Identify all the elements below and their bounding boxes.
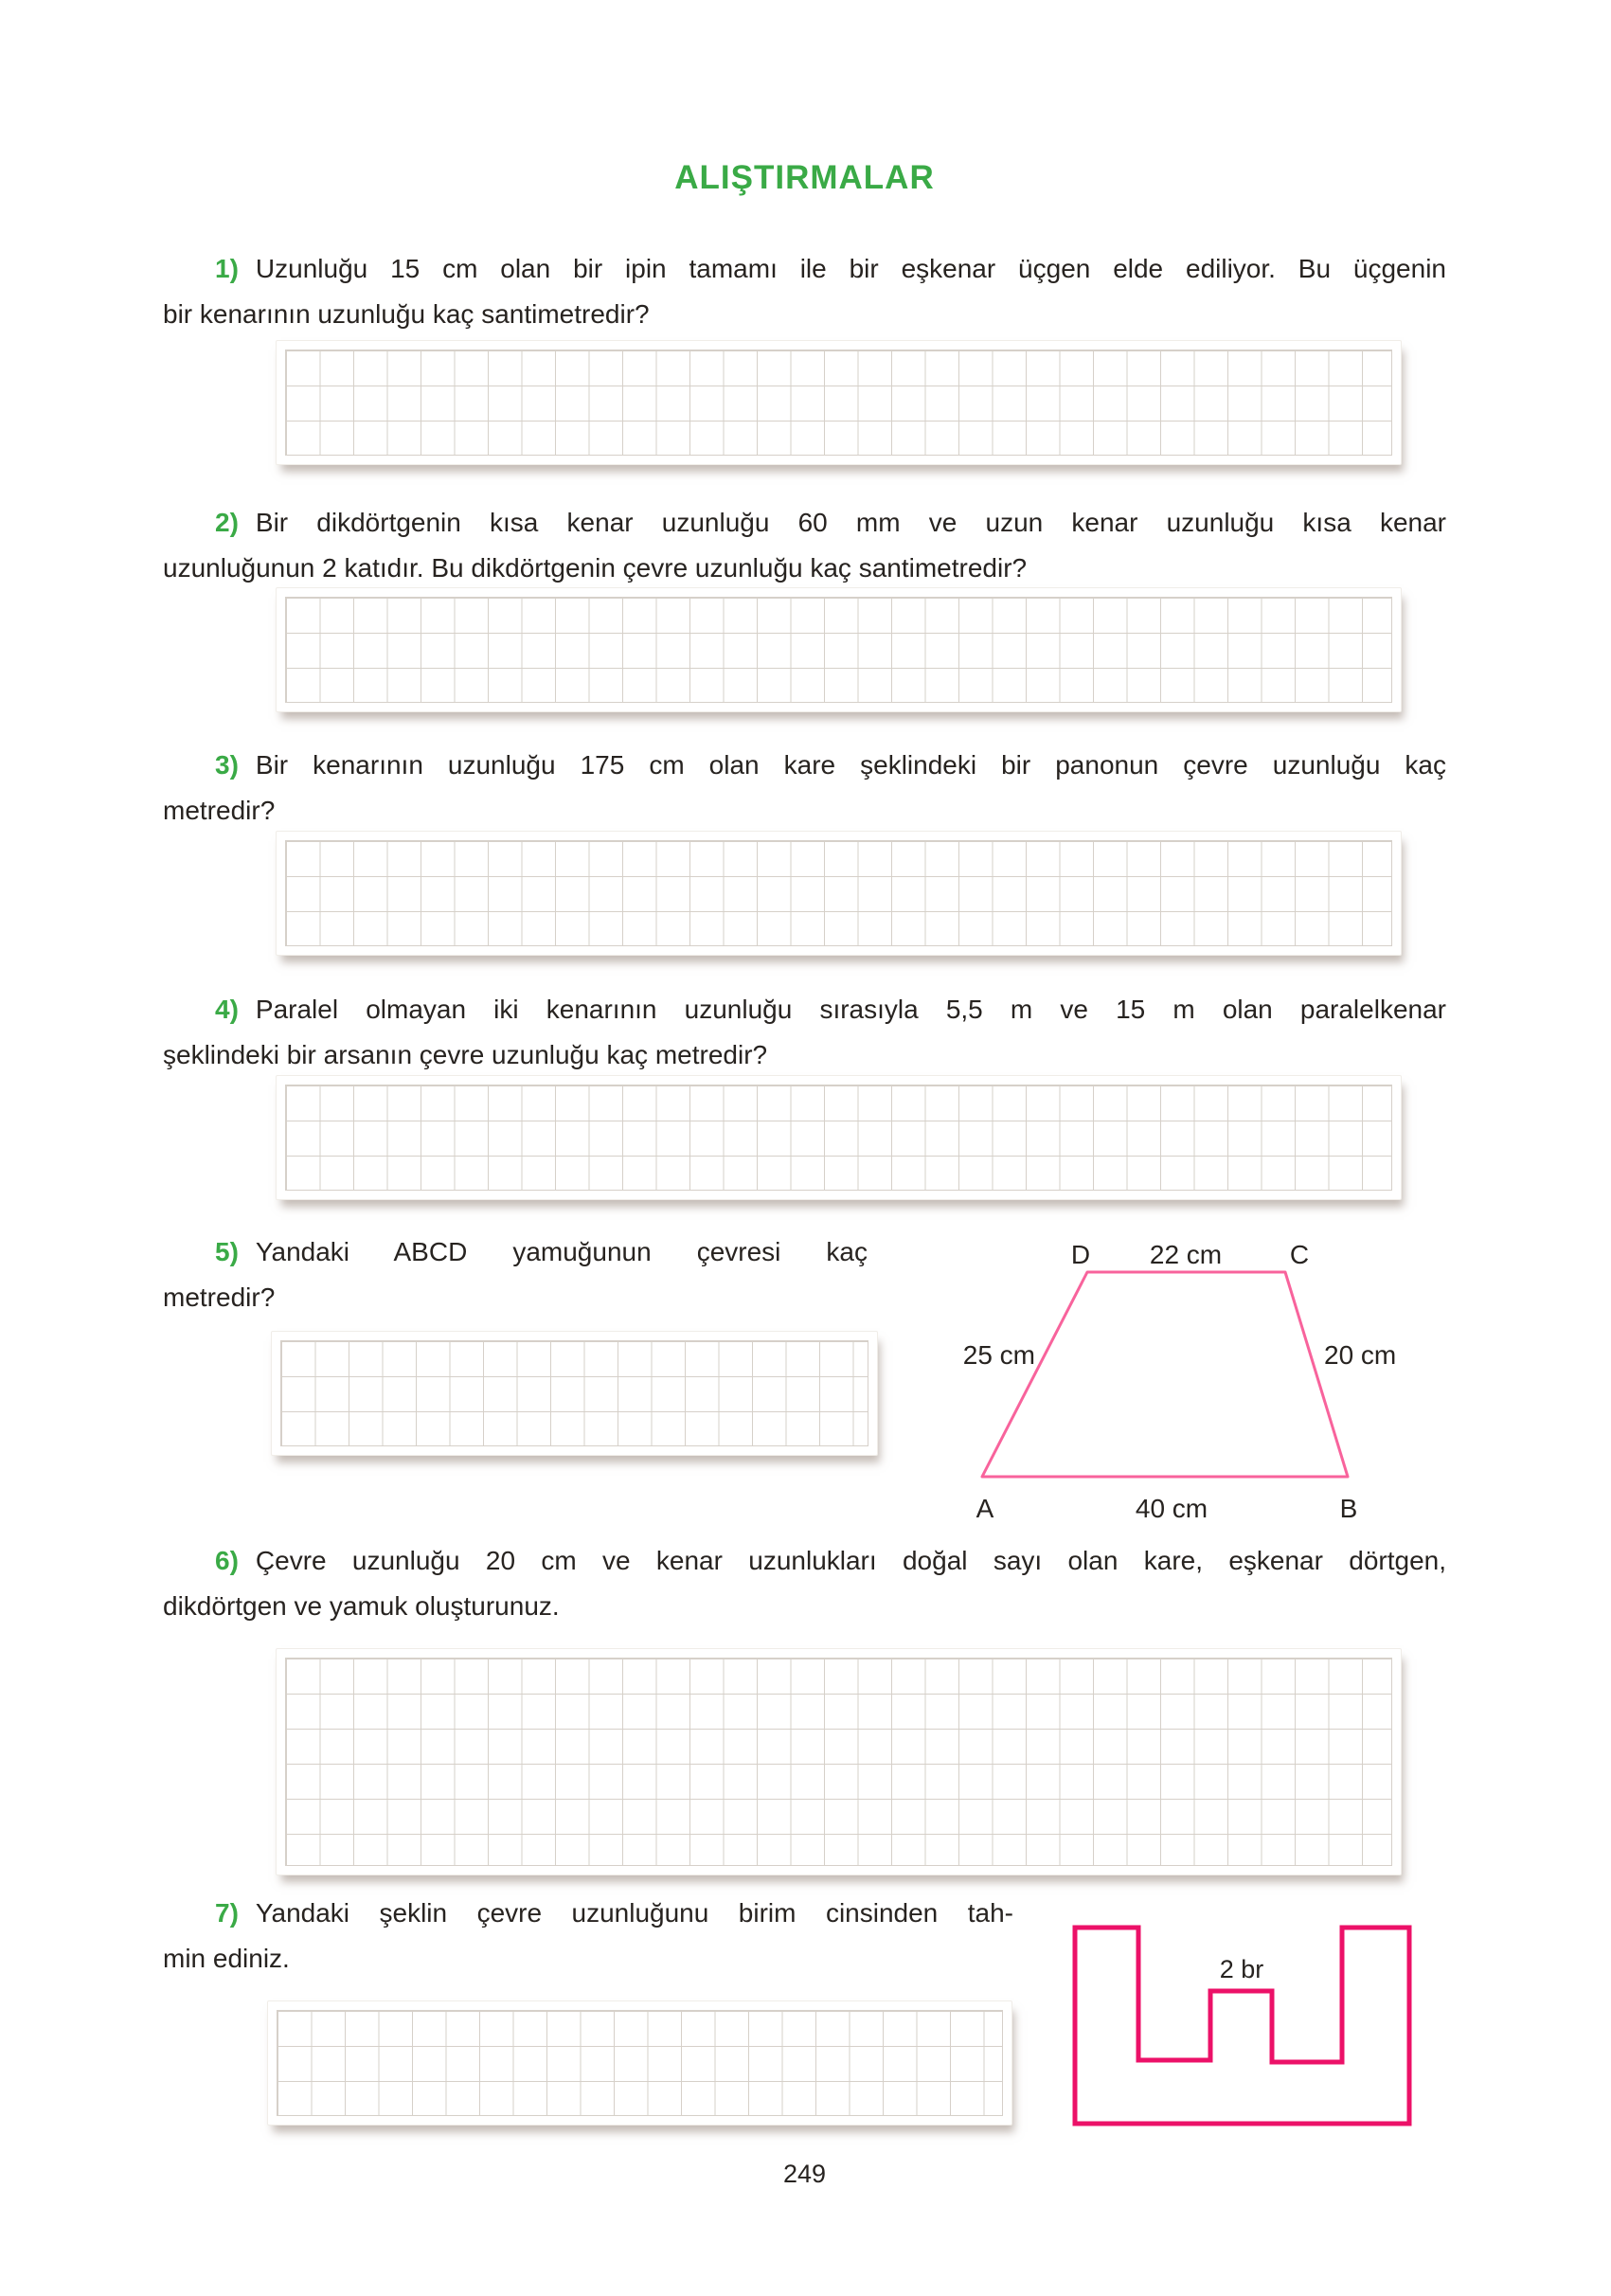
problem-4-line-1 [163,987,1446,1032]
answer-grid-3 [276,831,1402,956]
grid-paper-1 [285,350,1392,456]
problem-4-line-2: şeklindeki bir arsanın çevre uzunluğu kaç metredir? [163,1040,768,1069]
left-side-label: 25 cm [962,1340,1035,1370]
problem-2-number: 2) [215,508,239,537]
unit-shape-figure [1051,1904,1430,2141]
unit-width-label: 2 br [1219,1955,1264,1983]
problem-3-line-1 [163,743,1446,788]
problem-5-line-1 [163,1229,868,1275]
answer-grid-1 [276,340,1402,465]
answer-grid-5 [271,1331,878,1456]
problem-3-line-2: metredir? [163,796,276,825]
bottom-side-label: 40 cm [1135,1494,1208,1523]
problem-5 [163,1229,868,1320]
problem-7-number: 7) [215,1898,239,1928]
problem-5-number: 5) [215,1237,239,1266]
grid-paper-2 [285,597,1392,703]
vertex-label-c: C [1289,1240,1310,1269]
trapezoid-figure [928,1217,1477,1539]
problem-4-text: Paralel olmayan iki kenarının uzunluğu sırasıyla 5,5 m ve 15 m olan paralelkenar [255,995,1446,1024]
problem-5-text: Yandaki ABCD yamuğunun çevresi kaç [255,1237,868,1266]
vertex-label-b: B [1339,1494,1358,1523]
problem-4-number: 4) [215,995,239,1024]
problem-5-line-2: metredir? [163,1283,276,1312]
problem-1-text: Uzunluğu 15 cm olan bir ipin tamamı ile bir eşkenar üçgen elde ediliyor. Bu üçgenin [255,254,1446,283]
problem-3-number: 3) [215,750,239,780]
problem-6 [163,1538,1446,1629]
vertex-label-d: D [1070,1240,1091,1269]
grid-paper-7 [277,2010,1003,2116]
problem-1-number: 1) [215,254,239,283]
problem-2-line-1 [163,500,1446,546]
problem-6-number: 6) [215,1546,239,1575]
problem-1-line-1 [163,246,1446,292]
page-title: ALIŞTIRMALAR [674,159,935,196]
answer-grid-6 [276,1648,1402,1875]
problem-2-line-2: uzunluğunun 2 katıdır. Bu dikdörtgenin çevre uzunluğu kaç santimetredir? [163,553,1028,583]
problem-6-line-2: dikdörtgen ve yamuk oluşturunuz. [163,1591,560,1621]
problem-7 [163,1891,1013,1982]
problem-7-text: Yandaki şeklin çevre uzunluğunu birim cinsinden tah- [255,1898,1013,1928]
trapezoid-outline [982,1272,1348,1477]
right-side-label: 20 cm [1324,1340,1397,1370]
problem-3 [163,743,1446,834]
problem-7-line-1 [163,1891,1013,1936]
page-number: 249 [782,2160,827,2188]
grid-paper-5 [280,1340,868,1446]
problem-6-line-1 [163,1538,1446,1584]
problem-7-line-2: min ediniz. [163,1944,290,1973]
grid-paper-3 [285,840,1392,946]
vertex-label-a: A [976,1494,994,1523]
grid-paper-4 [285,1085,1392,1191]
top-side-label: 22 cm [1149,1240,1223,1269]
problem-4 [163,987,1446,1078]
problem-2 [163,500,1446,591]
problem-6-text: Çevre uzunluğu 20 cm ve kenar uzunlukları doğal sayı olan kare, eşkenar dörtgen, [255,1546,1446,1575]
answer-grid-4 [276,1075,1402,1200]
problem-1 [163,246,1446,337]
problem-1-line-2: bir kenarının uzunluğu kaç santimetredir? [163,299,650,329]
answer-grid-7 [267,2000,1012,2126]
grid-paper-6 [285,1658,1392,1866]
problem-3-text: Bir kenarının uzunluğu 175 cm olan kare şeklindeki bir panonun çevre uzunluğu kaç [255,750,1446,780]
problem-2-text: Bir dikdörtgenin kısa kenar uzunluğu 60 mm ve uzun kenar uzunluğu kısa kenar [255,508,1446,537]
answer-grid-2 [276,587,1402,712]
